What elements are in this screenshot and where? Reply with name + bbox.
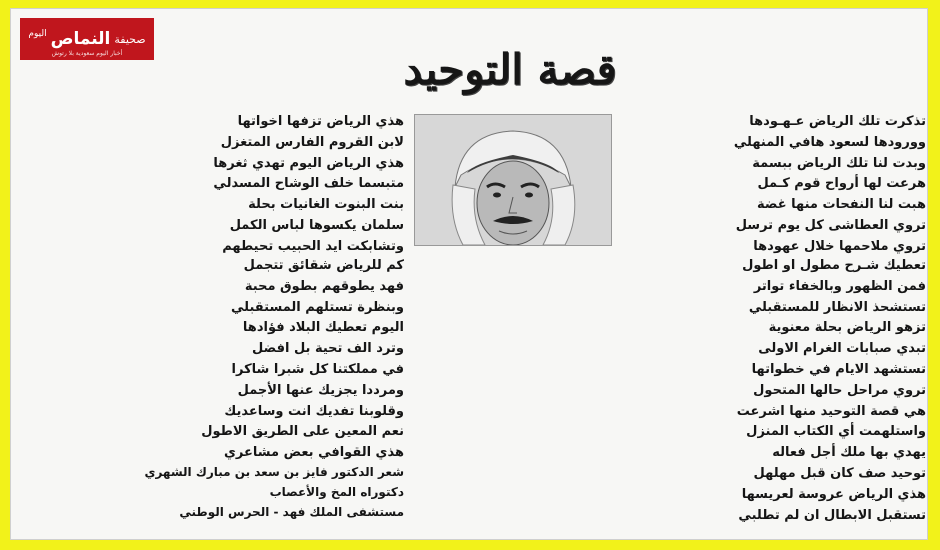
poem-line: تروي مراحل حالها المتحول — [753, 382, 926, 398]
poem-right-column-top — [626, 112, 926, 258]
logo-tagline: أخبار اليوم سعودية بلا رتوش — [51, 50, 123, 57]
poem-line: هي قصة التوحيد منها اشرعت — [736, 403, 926, 419]
poem-line: هذي الرياض تزفها اخواتها — [237, 114, 404, 129]
poem-line: تعطيك شـرح مطول او اطول — [742, 258, 926, 273]
poem-line: وبدت لنا تلك الرياض ببسمة — [752, 155, 926, 171]
poem-line: تبدي صبابات الغرام الاولى — [758, 341, 926, 357]
poem-left-column-low — [70, 256, 404, 464]
newspaper-logo[interactable] — [20, 18, 154, 60]
poem-line: سلمان يكسوها لباس الكمل — [229, 217, 404, 233]
credit-author: شعر الدكتور فايز بن سعد بن مبارك الشهري — [144, 465, 404, 479]
poem-line: وترد الف تحية بل افضل — [252, 341, 404, 357]
poem-line: نعم المعين على الطريق الاطول — [201, 424, 404, 440]
poem-line: فمن الظهور وبالخفاء تواتر — [753, 278, 926, 294]
poem-line: تذكرت تلك الرياض عـهـودها — [749, 114, 926, 129]
poem-line: تستقبل الابطال ان لم تطلبي — [738, 507, 926, 523]
poem-line: كم للرياض شقائق تتجمل — [243, 258, 404, 273]
poem-line: وبنظرة تستلهم المستقبلي — [231, 299, 404, 315]
poem-line: وتشابكت ايد الحبيب تحيطهم — [222, 238, 404, 254]
logo-brand-today: اليوم — [28, 29, 47, 39]
poem-left-column-top — [70, 112, 404, 258]
credit-degree: دكتوراه المخ والأعصاب — [269, 485, 404, 499]
poem-line: هبت لنا النفحات منها غضة — [757, 197, 926, 213]
poem-line: هذي الرياض عروسة لعريسها — [741, 486, 926, 502]
poem-line: تستشهد الايام في خطواتها — [751, 361, 926, 377]
poem-line: متبسما خلف الوشاح المسدلي — [213, 176, 404, 192]
poem-line: هذي الرياض اليوم تهدي ثغرها — [213, 155, 404, 171]
poem-line: لابن القروم الفارس المتغزل — [220, 134, 404, 150]
poem-line: واستلهمت أي الكتاب المنزل — [746, 424, 926, 440]
article-title: قصة التوحيد — [403, 45, 617, 94]
poem-line: تزهو الرياض بحلة معنوية — [768, 320, 926, 336]
logo-word-newspaper: صحيفة — [114, 32, 146, 46]
poem-right-column-low — [476, 256, 926, 526]
poem-line: تروي العطاشى كل يوم ترسل — [735, 217, 926, 233]
poem-line: اليوم تعطيك البلاد فؤادها — [242, 320, 404, 336]
logo-brand-name: النماص — [50, 29, 111, 49]
poem-line: توحيد صف كان قبل مهلهل — [753, 465, 926, 481]
poem-line: تروي ملاحمها خلال عهودها — [753, 238, 926, 254]
poem-line: هرعت لها أرواح قوم كـمل — [757, 176, 926, 192]
newspaper-clipping — [10, 8, 928, 540]
poem-line: بنت البنوت الغانيات بحلة — [248, 197, 404, 213]
poem-line: هذي القوافي بعض مشاعري — [224, 445, 404, 461]
poem-line: في مملكتنا كل شبرا شاكرا — [231, 361, 404, 377]
author-photo — [414, 114, 612, 246]
poem-credits — [70, 462, 404, 522]
poem-line: تستشحذ الانظار للمستقبلي — [748, 299, 926, 315]
poem-line: وقلوبنا تفديك انت وساعديك — [224, 403, 404, 419]
poem-line: يهدي بها ملك أجل فعاله — [772, 445, 926, 461]
credit-affiliation: مستشفى الملك فهد - الحرس الوطني — [179, 505, 404, 519]
poem-line: فهد يطوقهم بطوق محبة — [244, 278, 404, 294]
poem-line: وورودها لسعود هافي المنهلي — [733, 134, 926, 150]
poem-line: ومرددا يجزيك عنها الأجمل — [237, 382, 404, 398]
